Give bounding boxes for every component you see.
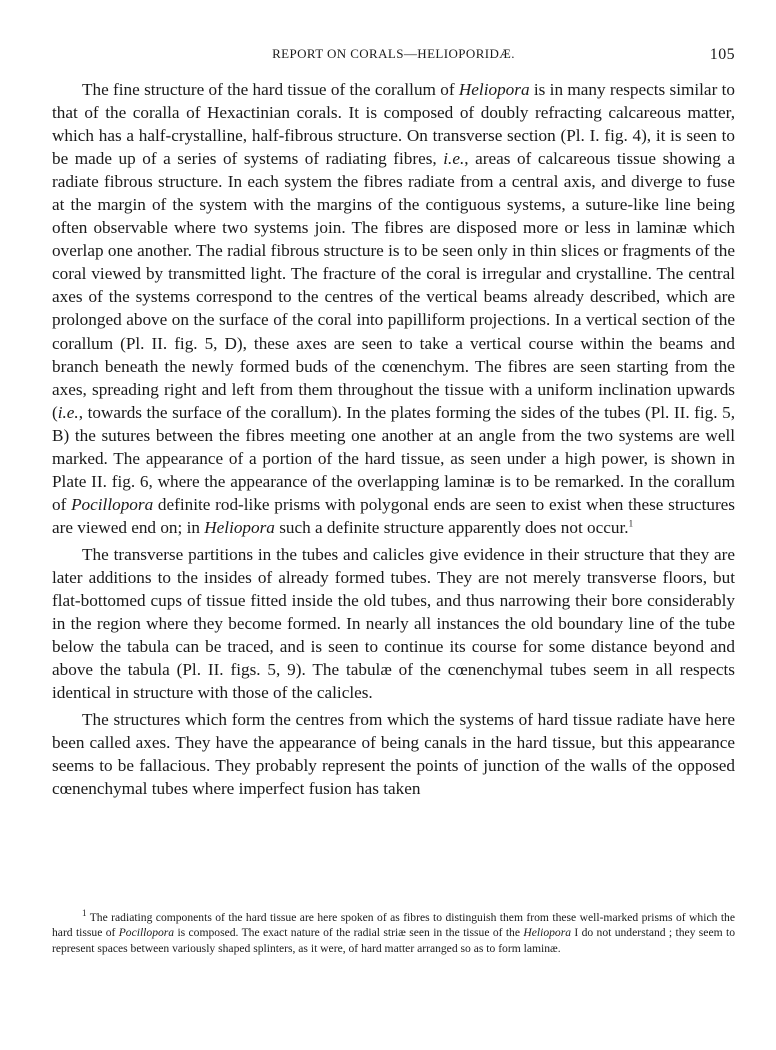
paragraph: The structures which form the centres from which the systems of hard tissue radiate have here been called axes. They have the appearance of being canals in the hard tissue, but this appearance seems to be fallacious. They probably represent the points of junction of the walls of the opposed cœnenchymal tubes where imperfect fusion has taken (52, 710, 735, 799)
italic-term: Pocillopora (118, 926, 175, 940)
footnote: $^1$ The radiating components of the hard tissue are here spoken of as fibres to distinguish them from these well-marked prisms of which the hard tissue of Pocillopora is composed. The exact nature of the radial striæ seen in the tissue of the Heliopora I do not understand ; they seem to represent spaces between variously shaped splinters, as it were, of hard matter arranged so as to form laminæ. (52, 908, 735, 955)
italic-term: i.e. (443, 149, 465, 169)
paragraph: The fine structure of the hard tissue of the corallum of Heliopora is in many respects similar to that of the coralla of Hexactinian corals. It is composed of doubly refracting calcareous matter, which has a half-crystalline, half-fibrous structure. On transverse section (Pl. I. fig. 4), it is seen to be made up of a series of systems of radiating fibres, i.e., areas of calcareous tissue showing a radiate fibrous structure. In each system the fibres radiate from a central axis, and diverge to fuse at the margin of the system with the margins of the contiguous systems, a suture-like line being often observable where two systems join. The fibres are disposed more or less in laminæ which overlap one another. The radial fibrous structure is to be seen only in thin slices or fragments of the coral viewed by transmitted light. The fracture of the coral is irregular and crystalline. The central axes of the systems correspond to the centres of the vertical beams already described, which are prolonged above on the surface of the coral into papilliform projections. In a vertical section of the corallum (Pl. II. fig. 5, D), these axes are seen to take a vertical course within the beams and branch beneath the newly formed buds of the cœnenchym. The fibres are seen starting from the axes, spreading right and left from them throughout the tissue with a uniform inclination upwards (i.e., towards the surface of the corallum). In the plates forming the sides of the tubes (Pl. II. fig. 5, B) the sutures between the fibres meeting one another at an angle from the two systems are well marked. The appearance of a portion of the hard tissue, as seen under a high power, is shown in Plate II. fig. 6, where the appearance of the overlapping laminæ is to be remarked. In the corallum of Pocillopora definite rod-like prisms with polygonal ends are seen to exist when these structures are viewed end on; in Heliopora such a definite structure apparently does not occur.$^1$ (52, 80, 736, 537)
paragraph: The transverse partitions in the tubes and calicles give evidence in their structure that they are later additions to the insides of already formed tubes. They are not merely transverse floors, but flat-bottomed cups of tissue fitted inside the old tubes, and thus narrowing their bore considerably in the region where they become formed. In nearly all instances the old boundary line of the tube below the tabula can be traced, and is seen to continue its course for some distance beyond and above the tabula (Pl. II. figs. 5, 9). The tabulæ of the cœnenchymal tubes seem in all respects identical in structure with those of the calicles. (52, 544, 735, 703)
italic-term: Heliopora (204, 517, 275, 537)
running-header (52, 46, 735, 66)
italic-term: Heliopora (458, 80, 530, 99)
footnotes (52, 910, 735, 956)
italic-term: Pocillopora (71, 494, 154, 514)
italic-term: i.e. (57, 402, 79, 422)
footnote-marker: 1 (82, 908, 87, 919)
italic-term: Heliopora (523, 926, 572, 940)
running-title: REPORT ON CORALS—HELIOPORIDÆ. (272, 46, 515, 61)
body-text (52, 78, 735, 800)
page-number: 105 (709, 46, 735, 63)
footnote-marker: 1 (628, 518, 634, 529)
